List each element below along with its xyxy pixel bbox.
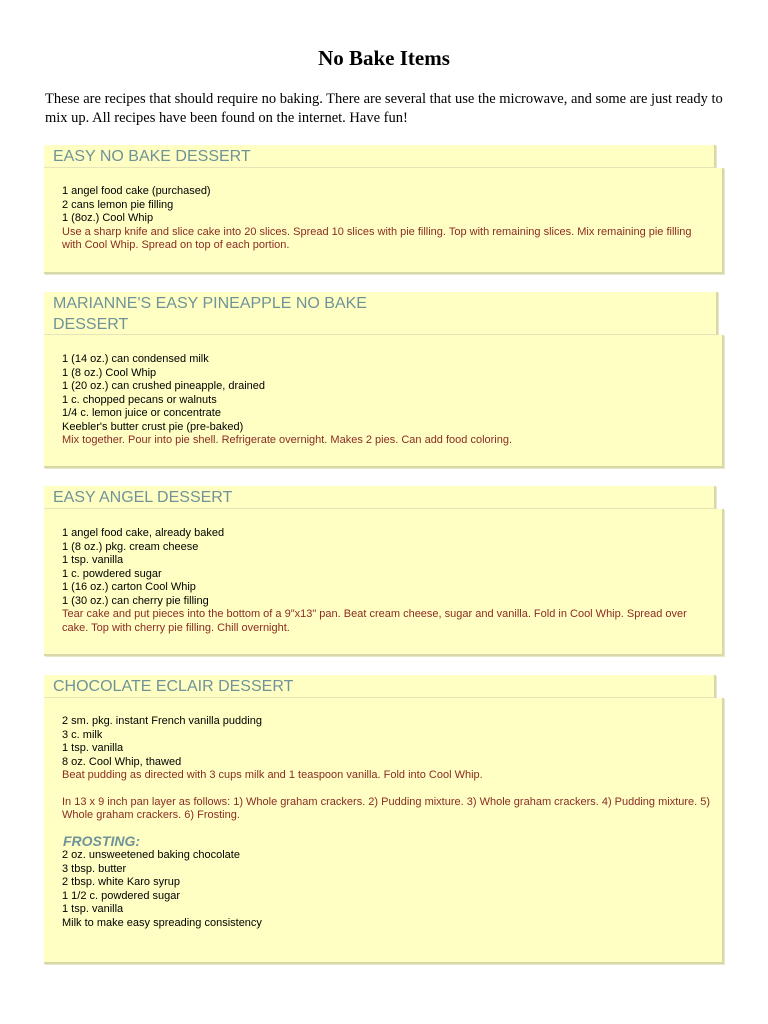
recipe-heading-easy-no-bake [44,145,716,168]
ingredient: 1 (30 oz.) can cherry pie filling [62,594,209,607]
ingredient: 8 oz. Cool Whip, thawed [62,755,182,768]
ingredient: 1 angel food cake, already baked [62,527,225,539]
frosting-ingredient: 3 tbsp. butter [62,862,127,875]
intro-paragraph: These are recipes that should require no baking. There are several that use the microwave, and some are just ready to mix up. All recipes have been found on the internet. Have fun! [45,91,723,126]
ingredient: 1 (8oz.) Cool Whip [62,212,154,224]
ingredient: 1 (14 oz.) can condensed milk [62,353,209,365]
recipe-card-pineapple [44,335,724,468]
recipe-title: EASY NO BAKE DESSERT [53,148,251,165]
page-title: No Bake Items [318,46,450,70]
recipe-title-line-1: MARIANNE'S EASY PINEAPPLE NO BAKE [53,295,367,312]
ingredient: 2 sm. pkg. instant French vanilla pudding [62,715,262,727]
recipe-heading-angel [44,486,716,509]
recipe-heading-eclair [44,675,716,698]
ingredient: 1 (16 oz.) carton Cool Whip [62,581,196,593]
instructions: Use a sharp knife and slice cake into 20 slices. Spread 10 slices with pie filling. Top with remaining slices. Mix remaining pie filling with Cool Whip. Spread on top of each portion. [62,225,692,251]
recipe-title: CHOCOLATE ECLAIR DESSERT [53,678,294,695]
recipe-card-easy-no-bake [44,168,724,274]
ingredient: 2 cans lemon pie filling [62,198,174,211]
frosting-ingredient: 2 oz. unsweetened baking chocolate [62,849,240,861]
recipe-title-line-2: DESSERT [53,316,129,333]
recipe-heading-pineapple [44,292,718,335]
ingredient: 1 (20 oz.) can crushed pineapple, drained [62,380,266,392]
instructions: Beat pudding as directed with 3 cups milk and 1 teaspoon vanilla. Fold into Cool Whip. [62,769,483,781]
ingredient: Keebler's butter crust pie (pre-baked) [62,420,244,433]
recipe-card-angel [44,509,724,656]
frosting-ingredient: 2 tbsp. white Karo syrup [62,876,181,888]
ingredient: 1 c. powdered sugar [62,567,162,580]
frosting-ingredient: 1 1/2 c. powdered sugar [62,889,181,902]
ingredient: 1 tsp. vanilla [62,554,124,566]
layering-instructions: In 13 x 9 inch pan layer as follows: 1) Whole graham crackers. 2) Pudding mixture. 3) Whole graham crackers. 4) Pudding mixture. 5) Whole graham crackers. 6) Frosting. [62,795,711,821]
instructions: Mix together. Pour into pie shell. Refrigerate overnight. Makes 2 pies. Can add food coloring. [62,434,513,446]
instructions: Tear cake and put pieces into the bottom of a 9"x13" pan. Beat cream cheese, sugar and vanilla. Fold in Cool Whip. Spread over cake. Top with cherry pie filling. Chill overnight. [62,608,687,634]
ingredient: 3 c. milk [62,728,103,741]
ingredient: 1 (8 oz.) pkg. cream cheese [62,540,199,553]
recipe-title: EASY ANGEL DESSERT [53,489,233,506]
ingredient: 1/4 c. lemon juice or concentrate [62,407,221,419]
ingredient: 1 (8 oz.) Cool Whip [62,366,157,379]
ingredient: 1 c. chopped pecans or walnuts [62,393,217,406]
frosting-heading: FROSTING: [63,832,140,849]
ingredient: 1 angel food cake (purchased) [62,185,211,197]
ingredient: 1 tsp. vanilla [62,742,124,754]
recipe-card-eclair [44,698,724,964]
frosting-ingredient: 1 tsp. vanilla [62,903,124,915]
frosting-ingredient: Milk to make easy spreading consistency [62,916,262,929]
